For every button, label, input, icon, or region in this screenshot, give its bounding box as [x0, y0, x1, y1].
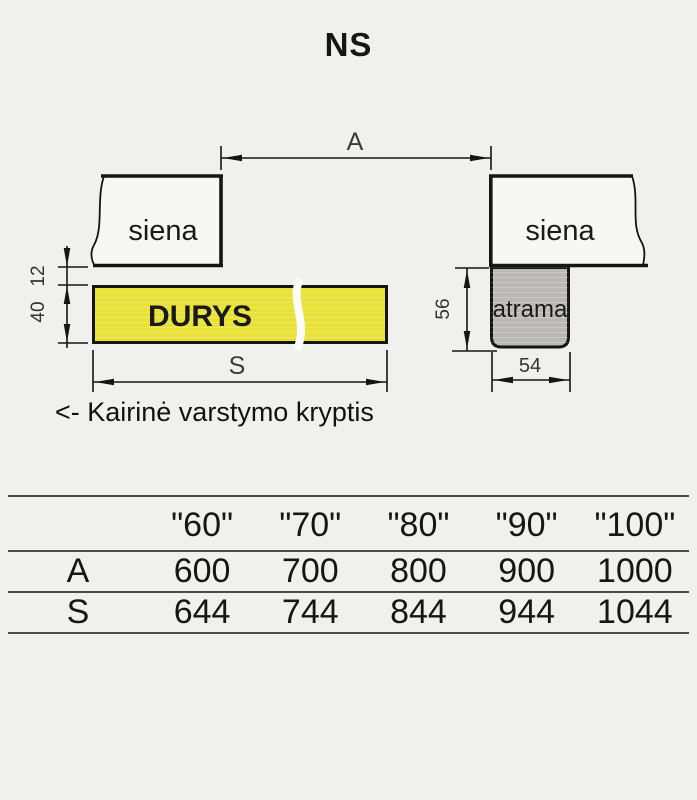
size-table-header-row — [8, 496, 689, 551]
dim-54-label: 54 — [518, 355, 542, 377]
dim-opening-width — [221, 128, 491, 170]
break-line-icon — [297, 279, 301, 350]
size-table — [8, 495, 689, 634]
size-column-80: "80" — [387, 506, 450, 544]
row-a-value-80: 800 — [390, 552, 447, 590]
opening-direction-caption: <- Kairinė varstymo kryptis — [55, 397, 374, 427]
size-column-70: "70" — [279, 506, 342, 544]
row-a-value-90: 900 — [498, 552, 556, 590]
row-s-value-100: 1044 — [597, 593, 673, 631]
row-a-label: A — [66, 552, 90, 590]
row-s-value-90: 944 — [498, 593, 556, 631]
dim-door-width — [93, 350, 387, 392]
door-bar — [94, 279, 387, 350]
size-column-60: "60" — [171, 506, 234, 544]
dim-gap-and-thickness — [28, 246, 88, 348]
wall-right-label: siena — [525, 215, 595, 247]
size-table-corner-cell — [8, 496, 148, 551]
wall-left — [91, 175, 223, 267]
row-s-label: S — [66, 593, 90, 631]
row-s-value-60: 644 — [173, 593, 231, 631]
support-block — [492, 268, 569, 348]
row-s-value-70: 744 — [281, 593, 339, 631]
wall-right — [489, 175, 648, 267]
dim-s-label: S — [228, 352, 246, 380]
dim-support-height — [433, 268, 497, 351]
row-a-value-100: 1000 — [597, 552, 673, 590]
dim-56-label: 56 — [433, 298, 454, 320]
dim-12-label: 12 — [28, 265, 49, 287]
table-row-s — [8, 592, 689, 633]
wall-left-label: siena — [128, 215, 198, 247]
page-title: NS — [324, 26, 373, 63]
dim-support-width — [492, 352, 570, 392]
row-a-value-70: 700 — [281, 552, 339, 590]
row-a-value-60: 600 — [173, 552, 231, 590]
size-column-100: "100" — [594, 506, 676, 544]
dim-40-label: 40 — [28, 301, 49, 323]
support-label: atrama — [492, 296, 568, 323]
dim-a-label: A — [346, 128, 364, 156]
size-column-90: "90" — [495, 506, 558, 544]
table-row-a — [8, 551, 689, 592]
row-s-value-80: 844 — [390, 593, 447, 631]
door-label: DURYS — [148, 300, 252, 333]
